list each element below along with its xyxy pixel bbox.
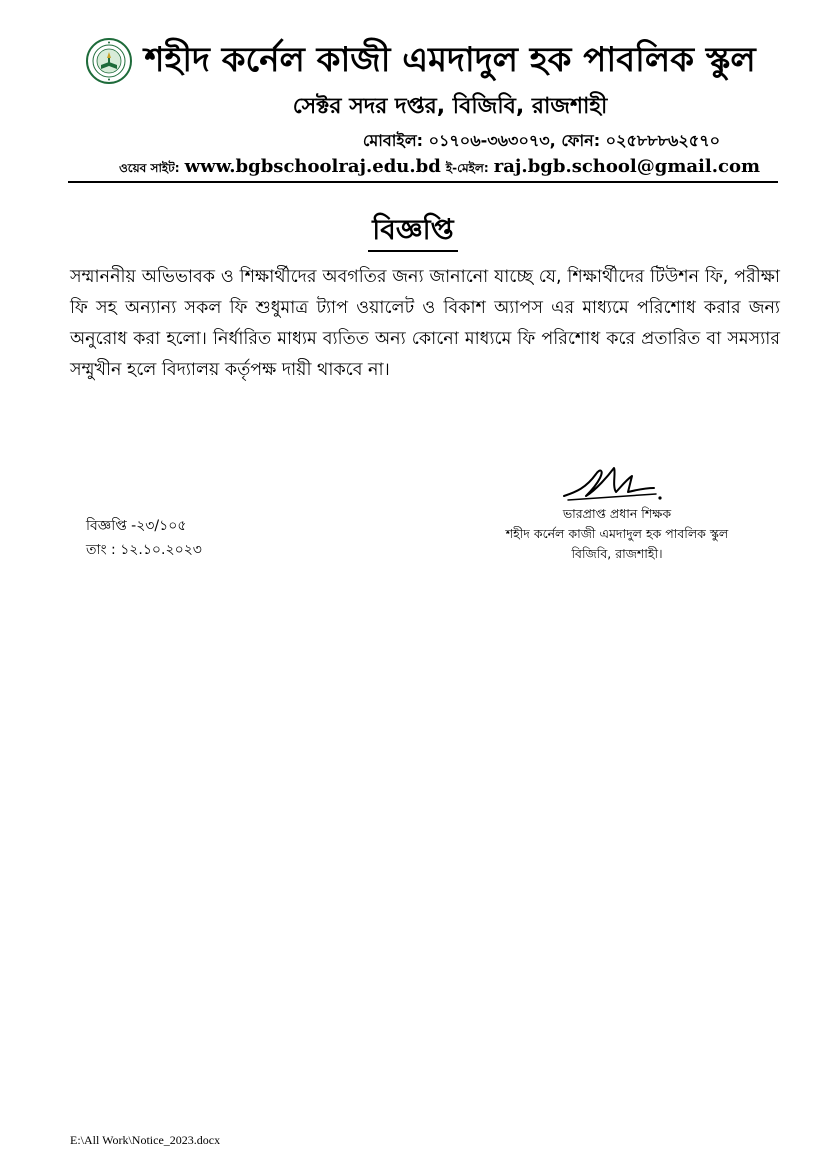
school-name: শহীদ কর্নেল কাজী এমদাদুল হক পাবলিক স্কুল [144, 40, 756, 80]
web-contact-line [80, 156, 760, 179]
school-emblem-icon [86, 38, 132, 84]
email-label: ই-মেইল: [445, 161, 489, 175]
signatory-designation: ভারপ্রাপ্ত প্রধান শিক্ষক [562, 506, 672, 521]
notice-number: বিজ্ঞপ্তি -২৩/১০৫ [86, 518, 187, 534]
handwritten-signature-icon [556, 462, 666, 506]
notice-title-wrap [0, 212, 826, 252]
notice-title: বিজ্ঞপ্তি [368, 212, 457, 252]
signatory-block [452, 504, 782, 564]
contact-numbers: মোবাইল: ০১৭০৬-৩৬৩০৭৩, ফোন: ০২৫৮৮৮৬২৫৭০ [362, 131, 720, 150]
signatory-institution: শহীদ কর্নেল কাজী এমদাদুল হক পাবলিক স্কুল [505, 526, 729, 541]
file-path: E:\All Work\Notice_2023.docx [70, 1133, 221, 1147]
signatory-location: বিজিবি, রাজশাহী। [571, 546, 663, 561]
website-label: ওয়েব সাইট: [118, 161, 180, 175]
header-divider [68, 181, 778, 183]
website-link[interactable]: www.bgbschoolraj.edu.bd [184, 156, 441, 177]
school-address: সেক্টর সদর দপ্তর, বিজিবি, রাজশাহী [292, 94, 608, 119]
notice-date: তাং : ১২.১০.২০২৩ [86, 542, 202, 558]
notice-body: সম্মাননীয় অভিভাবক ও শিক্ষার্থীদের অবগতির জন্য জানানো যাচ্ছে যে, শিক্ষার্থীদের টিউশন ফি, পরীক্ষা ফি সহ অন্যান্য সকল ফি শুধুমাত্র ট্যাপ ওয়ালেট ও বিকাশ অ্যাপস এর মাধ্যমে পরিশোধ করার জন্য অনুরোধ করা হলো। নির্ধারিত মাধ্যম ব্যতিত অন্য কোনো মাধ্যমে ফি পরিশোধ করে প্রতারিত বা সমস্যার সম্মুখীন হলে বিদ্যালয় কর্তৃপক্ষ দায়ী থাকবে না। [70, 267, 780, 380]
email-link[interactable]: raj.bgb.school@gmail.com [493, 156, 760, 177]
reference-block [86, 514, 202, 562]
